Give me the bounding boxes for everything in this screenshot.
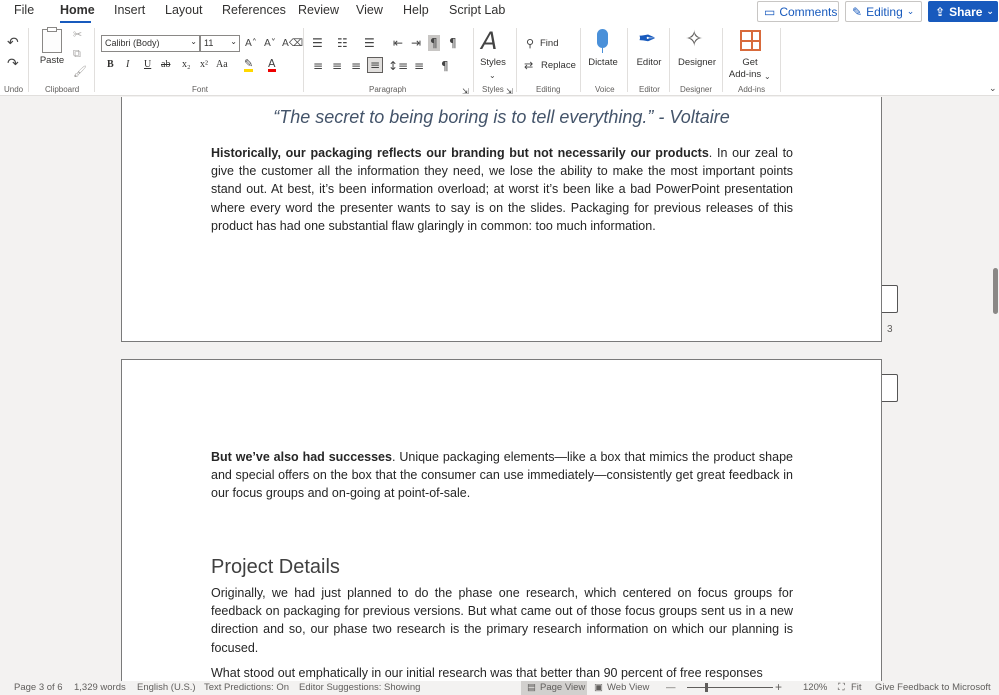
ltr-direction-icon[interactable]: ¶ — [430, 36, 438, 50]
editing-label: Editing — [866, 4, 903, 19]
addins-icon[interactable] — [740, 30, 761, 51]
tab-script-lab[interactable]: Script Lab — [449, 3, 506, 17]
font-name-value: Calibri (Body) — [105, 38, 160, 48]
margin-tab-marker[interactable] — [882, 285, 898, 313]
chevron-down-icon: ⌄ — [906, 6, 915, 17]
increase-indent-icon[interactable]: ⇥ — [411, 36, 422, 50]
editor-suggestions-status[interactable]: Editor Suggestions: Showing — [299, 682, 421, 693]
font-size-value: 11 — [204, 38, 214, 48]
replace-label[interactable]: Replace — [541, 60, 576, 71]
dialog-launcher-icon[interactable]: ⇲ — [462, 87, 469, 96]
web-view-icon: ▣ — [594, 682, 603, 693]
zoom-out-button[interactable]: — — [666, 682, 676, 693]
font-group-label: Font — [192, 85, 209, 94]
separator — [516, 28, 517, 92]
separator — [669, 28, 670, 92]
superscript-button[interactable]: x² — [200, 59, 208, 70]
page-count[interactable]: Page 3 of 6 — [14, 682, 63, 693]
page-3[interactable] — [121, 97, 882, 342]
numbering-icon[interactable]: ☷ — [337, 36, 348, 50]
grow-font-icon[interactable]: A˄ — [245, 38, 257, 49]
paragraph-group-label: Paragraph — [369, 85, 407, 94]
chevron-down-icon: ⌄ — [230, 37, 237, 46]
tab-help[interactable]: Help — [403, 3, 429, 17]
paragraph-stood-out[interactable]: What stood out emphatically in our initial research was that better than 90 percent of free responses — [211, 666, 763, 680]
designer-icon[interactable]: ✧ — [685, 27, 704, 52]
vertical-scrollbar-thumb[interactable] — [993, 268, 998, 314]
styles-icon[interactable]: A — [481, 27, 498, 55]
paragraph-lead-bold: But we’ve also had successes — [211, 450, 392, 464]
bullets-icon[interactable]: ☰ — [312, 36, 323, 50]
feedback-link[interactable]: Give Feedback to Microsoft — [875, 682, 991, 693]
separator — [627, 28, 628, 92]
copy-icon[interactable]: ⧉ — [73, 47, 81, 60]
cut-icon[interactable]: ✂ — [73, 28, 83, 41]
separator — [28, 28, 29, 92]
separator — [303, 28, 304, 92]
page-number: 3 — [887, 324, 893, 335]
subscript-button[interactable]: x₂ — [182, 59, 191, 70]
paste-label[interactable]: Paste — [39, 55, 65, 66]
line-spacing-icon[interactable]: ↕≡ — [388, 59, 409, 73]
share-button[interactable] — [928, 1, 998, 22]
clear-formatting-icon[interactable]: A⌫ — [282, 38, 303, 49]
comment-icon: ▭ — [764, 4, 776, 19]
separator — [722, 28, 723, 92]
tab-references[interactable]: References — [222, 3, 286, 17]
undo-group-label: Undo — [4, 85, 24, 94]
dictate-label[interactable]: Dictate — [588, 57, 618, 68]
find-icon[interactable]: ⚲ — [526, 37, 535, 50]
chevron-down-icon: ⌄ — [190, 37, 197, 46]
tab-layout[interactable]: Layout — [165, 3, 203, 17]
font-name-select[interactable] — [101, 35, 200, 52]
clipboard-clip — [47, 27, 57, 32]
replace-icon[interactable]: ⇄ — [524, 59, 534, 72]
fit-button[interactable]: Fit — [851, 682, 862, 693]
addins-label-line1[interactable]: Get — [742, 57, 758, 68]
text-predictions-status[interactable]: Text Predictions: On — [204, 682, 290, 693]
tab-file[interactable]: File — [14, 3, 35, 17]
microphone-stand — [602, 48, 603, 53]
find-label[interactable]: Find — [540, 38, 559, 49]
share-label: Share — [949, 4, 983, 19]
paragraph-historically[interactable] — [211, 144, 793, 235]
page-view-icon: ▤ — [527, 682, 536, 693]
paste-icon[interactable] — [42, 29, 62, 53]
editing-group-label: Editing — [536, 85, 561, 94]
addins-label-line2[interactable]: Add-ins — [728, 69, 762, 80]
editor-button-label[interactable]: Editor — [636, 57, 662, 68]
align-left-icon[interactable]: ≡ — [313, 59, 324, 73]
page-4[interactable] — [121, 359, 882, 681]
designer-button-label[interactable]: Designer — [677, 57, 717, 68]
shrink-font-icon[interactable]: A˅ — [264, 38, 276, 49]
paragraph-successes[interactable] — [211, 448, 793, 503]
heading-project-details[interactable]: Project Details — [211, 556, 340, 578]
separator — [473, 28, 474, 92]
tab-insert[interactable]: Insert — [114, 3, 146, 17]
font-color-icon[interactable]: A — [268, 57, 276, 70]
tab-home[interactable]: Home — [60, 3, 95, 17]
change-case-button[interactable]: Aa — [216, 59, 228, 70]
format-painter-icon[interactable]: 🖌 — [73, 65, 87, 78]
styles-button-label[interactable]: Styles — [480, 57, 506, 68]
document-canvas[interactable] — [0, 97, 999, 681]
separator — [94, 28, 95, 92]
show-marks-icon[interactable]: ¶ — [441, 59, 449, 73]
paragraph-body: . Unique packaging elements—like a box that mimics the product shape and special offers on the box that the consumer can use immediately—consistently get great feedback in our focus groups and on-going at point-of-sale. — [211, 450, 793, 501]
editor-icon[interactable]: ✒ — [638, 27, 657, 52]
addins-group-label: Add-ins — [738, 85, 766, 94]
font-size-select[interactable] — [200, 35, 240, 52]
editing-mode-button[interactable] — [845, 1, 922, 22]
italic-button[interactable]: I — [126, 59, 130, 70]
pencil-icon: ✎ — [852, 4, 863, 19]
collapse-ribbon-icon[interactable]: ⌄ — [989, 84, 997, 94]
page-view-button[interactable]: Page View — [540, 682, 586, 693]
designer-group-label: Designer — [680, 85, 713, 94]
quote-text[interactable]: “The secret to being boring is to tell everything.” - Voltaire — [273, 107, 730, 127]
decrease-indent-icon[interactable]: ⇤ — [393, 36, 404, 50]
microphone-icon[interactable] — [597, 29, 608, 48]
active-tab-indicator — [60, 21, 91, 23]
paragraph-lead-bold: Historically, our packaging reflects our branding but not necessarily our products — [211, 146, 709, 160]
zoom-level[interactable]: 120% — [803, 682, 828, 693]
comments-label: Comments — [779, 4, 838, 19]
paragraph-originally[interactable]: Originally, we had just planned to do the phase one research, which centered on focus groups for feedback on packaging for previous versions. But what came out of those focus groups sent us in a new direction and so, our phase two research is the primary research information on which our planning is focused. — [211, 586, 793, 655]
chevron-down-icon: ⌄ — [764, 72, 771, 81]
chevron-down-icon: ⌄ — [489, 71, 496, 80]
fit-icon: ⛶ — [838, 682, 845, 693]
margin-tab-marker[interactable] — [882, 374, 898, 402]
share-icon: ⇪ — [935, 4, 946, 19]
tab-review[interactable]: Review — [298, 3, 339, 17]
separator — [580, 28, 581, 92]
zoom-in-button[interactable]: + — [775, 680, 783, 694]
chevron-down-icon: ⌄ — [986, 6, 994, 17]
tab-view[interactable]: View — [356, 3, 383, 17]
align-center-icon[interactable]: ≡ — [332, 59, 343, 73]
dialog-launcher-icon[interactable]: ⇲ — [506, 87, 513, 96]
menu-bar — [0, 0, 999, 24]
web-view-button[interactable]: Web View — [607, 682, 650, 693]
underline-button[interactable]: U — [144, 59, 152, 70]
zoom-slider-thumb[interactable] — [705, 683, 708, 692]
undo-icon[interactable]: ↶ — [7, 35, 19, 51]
highlight-icon[interactable]: ✎ — [244, 57, 254, 70]
align-right-icon[interactable]: ≡ — [351, 59, 362, 73]
rtl-direction-icon[interactable]: ¶ — [449, 36, 457, 50]
editor-group-label: Editor — [639, 85, 660, 94]
clipboard-group-label: Clipboard — [45, 85, 80, 94]
comments-button[interactable] — [757, 1, 839, 22]
paragraph-body: . In our zeal to give the customer all the information they need, we lose the ability to make the most important points stand out. At best, it’s been information overload; at worst it’s been like a bad PowerPoint presentation where every word the presenter wants to say is on the slides. Packaging for previous releases of this product has had one substantial flaw glaringly in common: too much information. — [211, 146, 793, 233]
strikethrough-button[interactable]: ab — [161, 59, 171, 70]
styles-group-label: Styles — [482, 85, 504, 94]
status-bar — [0, 681, 999, 695]
ribbon — [0, 24, 999, 96]
paragraph-spacing-icon[interactable]: ≡ — [414, 59, 425, 73]
justify-icon[interactable]: ≡ — [367, 57, 383, 73]
voice-group-label: Voice — [595, 85, 615, 94]
zoom-slider-track[interactable] — [687, 687, 773, 688]
word-count[interactable]: 1,329 words — [74, 682, 126, 693]
language-status[interactable]: English (U.S.) — [137, 682, 196, 693]
bold-button[interactable]: B — [107, 59, 114, 70]
separator — [780, 28, 781, 92]
multilevel-list-icon[interactable]: ☰ — [364, 36, 375, 50]
redo-icon[interactable]: ↷ — [7, 56, 19, 72]
